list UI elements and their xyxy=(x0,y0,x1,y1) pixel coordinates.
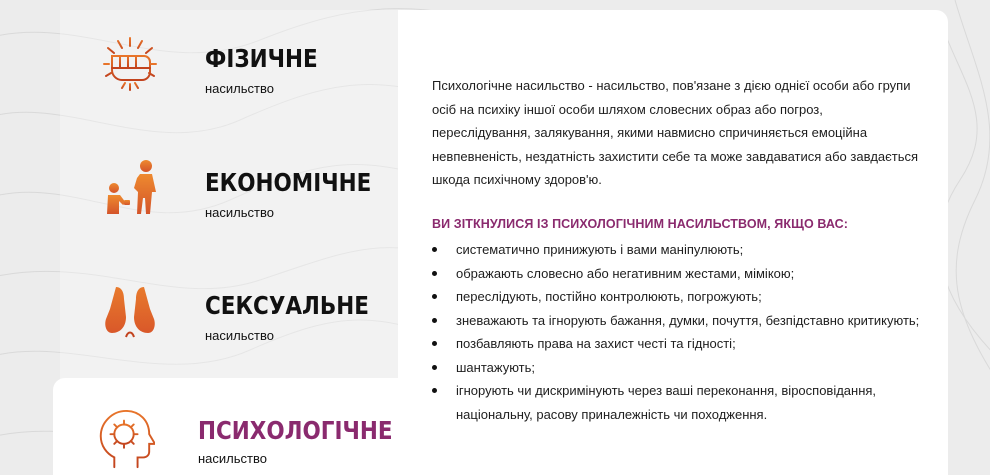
tab-title: ФІЗИЧНЕ xyxy=(205,44,318,73)
section-heading: ВИ ЗІТКНУЛИСЯ ІЗ ПСИХОЛОГІЧНИМ НАСИЛЬСТВОМ, ЯКЩО ВАС: xyxy=(432,217,849,231)
tab-subtitle: насильство xyxy=(198,451,267,466)
list-item: ображають словесно або негативним жестами, мімікою; xyxy=(432,262,922,286)
tab-physical[interactable] xyxy=(60,10,400,126)
description-text: Психологічне насильство - насильство, пов'язане з дією однієї особи або групи осіб на психіку іншої особи шляхом словесних образ або погроз, переслідування, залякування, якими навмисно спричиняється емоційна невпевненість, нездатність захистити себе та може завдаватися або завдається шкода психічному здоров'ю. xyxy=(432,78,919,187)
content-panel xyxy=(398,10,948,475)
tab-economic[interactable] xyxy=(60,134,400,250)
tab-subtitle: насильство xyxy=(205,81,274,96)
fist-icon xyxy=(98,32,162,96)
list-item: ігнорують чи дискримінують через ваші переконання, віросповідання, національну, расову приналежність чи походження. xyxy=(432,379,922,426)
hands-icon xyxy=(98,279,162,343)
list-item: систематично принижують і вами маніпулюють; xyxy=(432,238,922,262)
tab-psychological[interactable] xyxy=(53,378,413,475)
head-icon xyxy=(93,406,155,472)
tab-sexual[interactable] xyxy=(60,257,400,373)
list-item: позбавляють права на захист честі та гідності; xyxy=(432,332,922,356)
bullet-list xyxy=(432,238,922,426)
list-item: переслідують, постійно контролюють, погрожують; xyxy=(432,285,922,309)
people-icon xyxy=(98,156,162,220)
list-item: зневажають та ігнорують бажання, думки, почуття, безпідставно критикують; xyxy=(432,309,922,333)
tab-subtitle: насильство xyxy=(205,205,274,220)
tab-title: ПСИХОЛОГІЧНЕ xyxy=(198,416,393,445)
tab-title: ЕКОНОМІЧНЕ xyxy=(205,168,372,197)
list-item: шантажують; xyxy=(432,356,922,380)
tab-title: СЕКСУАЛЬНЕ xyxy=(205,291,369,320)
tab-subtitle: насильство xyxy=(205,328,274,343)
